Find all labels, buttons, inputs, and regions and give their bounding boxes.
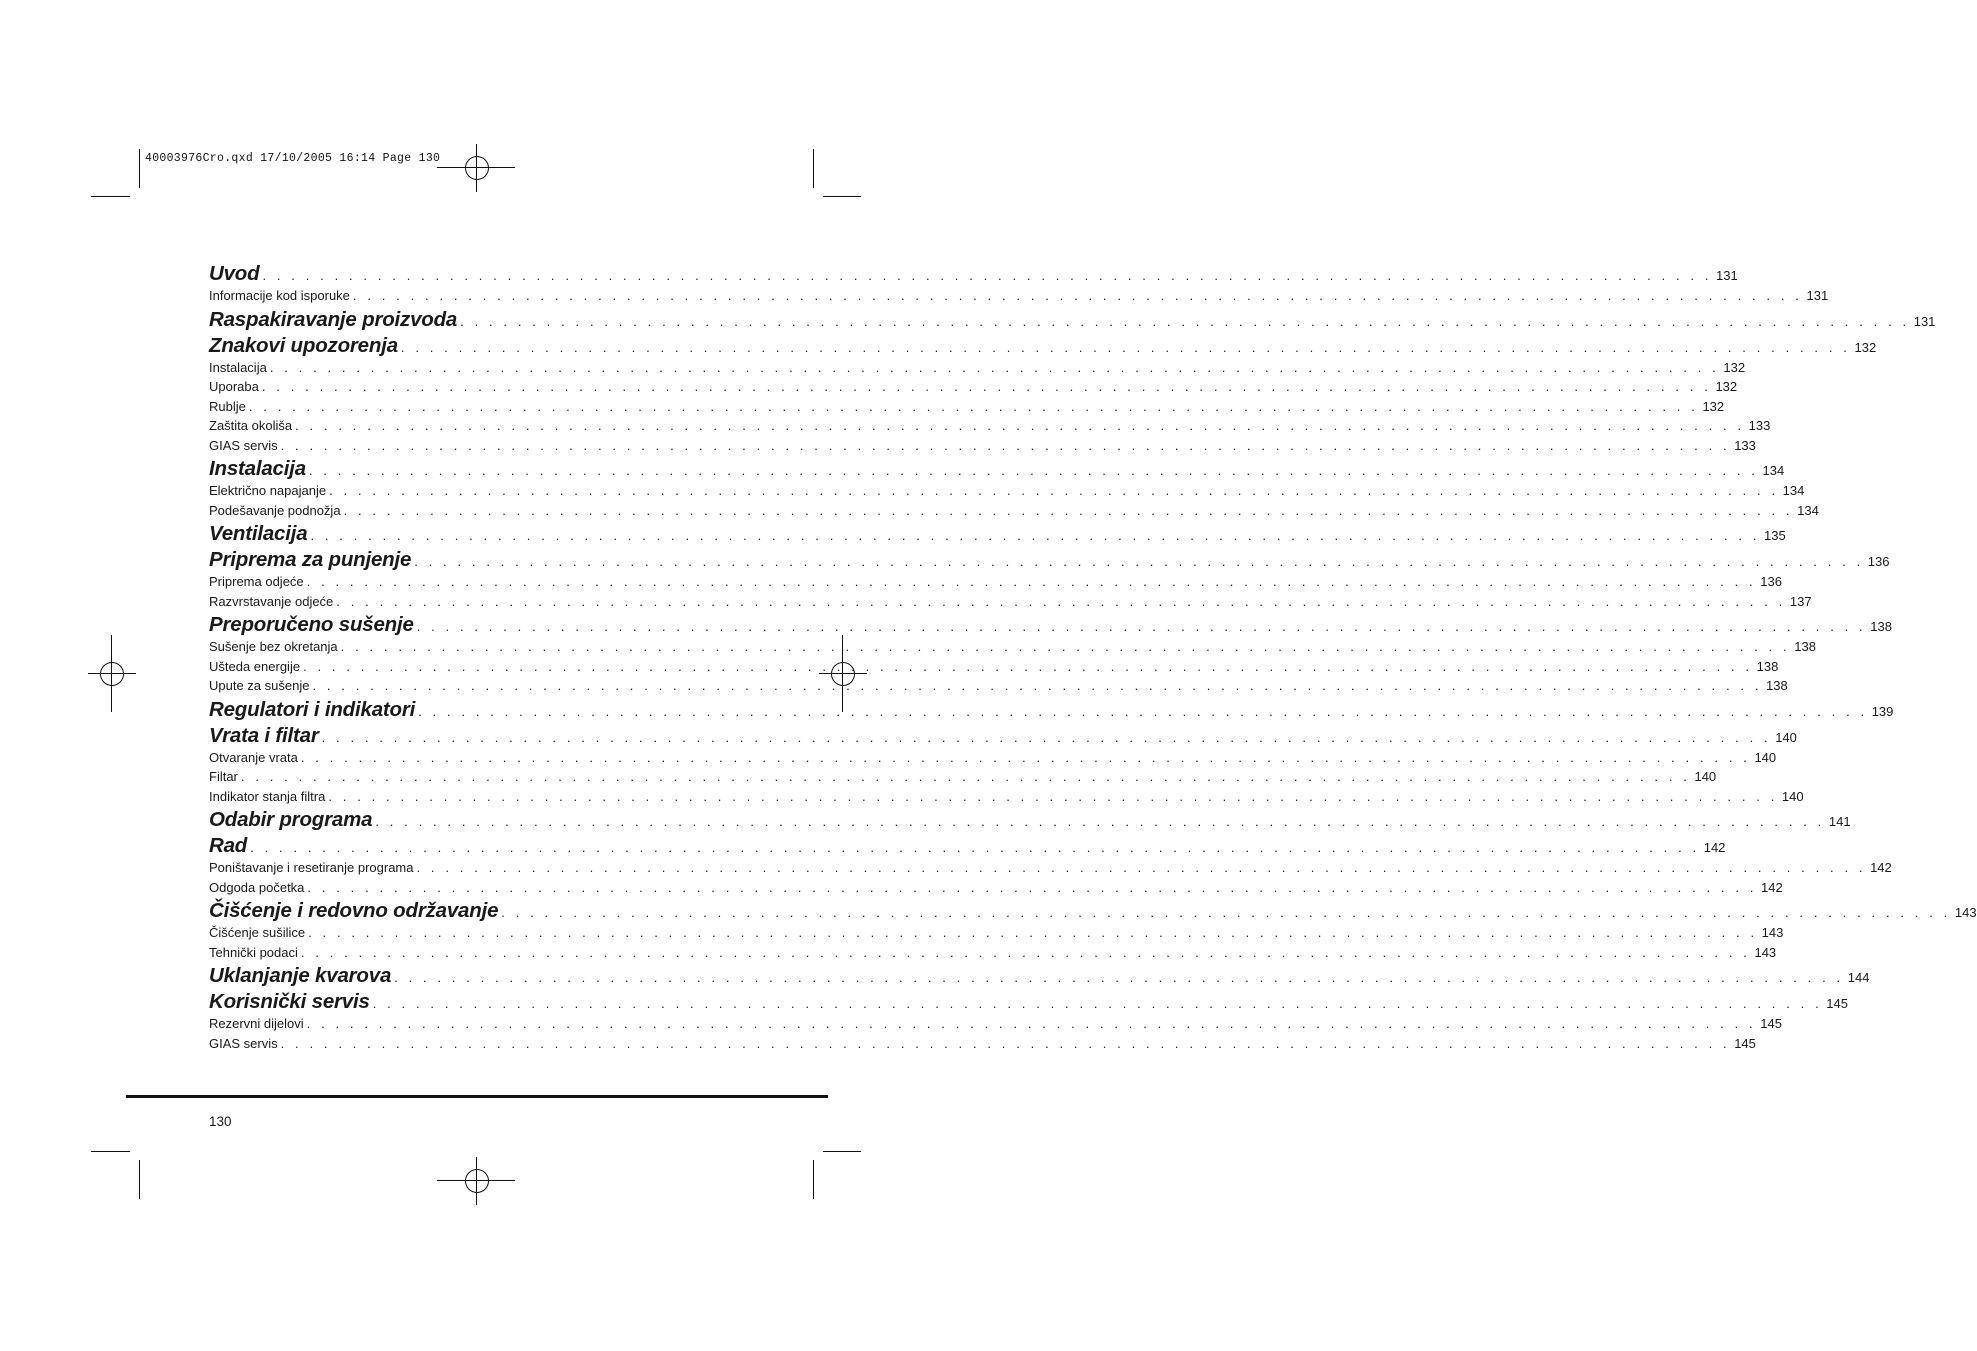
toc-entry-title: Električno napajanje xyxy=(209,483,327,498)
toc-entry-page: 143 xyxy=(1754,944,1777,960)
toc-subsection-entry[interactable] xyxy=(209,860,1892,880)
toc-leader-dots: . . . . . . . . . . . . . . . . . . . . . . . . . . . . . . . . . . . . . . . . . . . . . . . . . . . . . . . . . . . . . . . . . . . . . . . . . . . . . . . . . . . . . . . . . . . . . . . . . . . . . xyxy=(418,703,1868,719)
crop-mark xyxy=(139,149,140,188)
toc-subsection-entry[interactable] xyxy=(209,1016,1782,1036)
toc-section-entry[interactable] xyxy=(209,723,1797,750)
toc-subsection-entry[interactable] xyxy=(209,769,1717,789)
toc-subsection-entry[interactable] xyxy=(209,502,1819,523)
toc-entry-title: Rad xyxy=(209,834,248,857)
toc-entry-title: Znakovi upozorenja xyxy=(209,333,398,357)
toc-leader-dots: . . . . . . . . . . . . . . . . . . . . . . . . . . . . . . . . . . . . . . . . . . . . . . . . . . . . . . . . . . . . . . . . . . . . . . . . . . . . . . . . . . . . . . . . . . . . . . . . . . . . . xyxy=(308,463,1759,478)
toc-entry-title: Otvaranje vrata xyxy=(209,749,298,765)
toc-entry-page: 140 xyxy=(1694,769,1717,784)
toc-entry-page: 131 xyxy=(1913,313,1936,329)
toc-entry-page: 145 xyxy=(1760,1016,1782,1031)
toc-entry-title: Poništavanje i resetiranje programa xyxy=(209,860,414,875)
toc-leader-dots: . . . . . . . . . . . . . . . . . . . . . . . . . . . . . . . . . . . . . . . . . . . . . . . . . . . . . . . . . . . . . . . . . . . . . . . . . . . . . . . . . . . . . . . . . . . . . . . . . . . . . xyxy=(336,593,1786,609)
toc-entry-page: 138 xyxy=(1756,658,1779,674)
print-slug: 40003976Cro.qxd 17/10/2005 16:14 Page 130 xyxy=(145,152,441,165)
toc-entry-page: 138 xyxy=(1766,678,1788,693)
toc-subsection-entry[interactable] xyxy=(209,398,1725,419)
toc-entry-page: 131 xyxy=(1806,288,1829,303)
toc-leader-dots: . . . . . . . . . . . . . . . . . . . . . . . . . . . . . . . . . . . . . . . . . . . . . . . . . . . . . . . . . . . . . . . . . . . . . . . . . . . . . . . . . . . . . . . . . . . . . . . . . . . . . xyxy=(321,729,1772,745)
toc-leader-dots: . . . . . . . . . . . . . . . . . . . . . . . . . . . . . . . . . . . . . . . . . . . . . . . . . . . . . . . . . . . . . . . . . . . . . . . . . . . . . . . . . . . . . . . . . . . . . . . . . . . . . xyxy=(262,268,1713,283)
toc-section-entry[interactable] xyxy=(209,548,1890,574)
toc-section-entry[interactable] xyxy=(209,697,1894,724)
toc-subsection-entry[interactable] xyxy=(209,379,1738,399)
toc-leader-dots: . . . . . . . . . . . . . . . . . . . . . . . . . . . . . . . . . . . . . . . . . . . . . . . . . . . . . . . . . . . . . . . . . . . . . . . . . . . . . . . . . . . . . . . . . . . . . . . . . . . . . xyxy=(250,840,1700,855)
toc-entry-page: 141 xyxy=(1828,814,1851,829)
table-of-contents xyxy=(209,262,1977,1055)
toc-leader-dots: . . . . . . . . . . . . . . . . . . . . . . . . . . . . . . . . . . . . . . . . . . . . . . . . . . . . . . . . . . . . . . . . . . . . . . . . . . . . . . . . . . . . . . . . . . . . . . . . . . . . . xyxy=(240,769,1691,784)
toc-entry-title: Ventilacija xyxy=(209,522,308,545)
toc-subsection-entry[interactable] xyxy=(209,437,1756,458)
toc-entry-page: 131 xyxy=(1716,268,1738,283)
crop-mark xyxy=(139,1160,140,1199)
toc-section-entry[interactable] xyxy=(209,333,1877,360)
toc-entry-title: Vrata i filtar xyxy=(209,723,319,747)
toc-entry-title: Čišćenje sušilice xyxy=(209,925,306,940)
toc-entry-title: Sušenje bez okretanja xyxy=(209,639,338,654)
toc-leader-dots: . . . . . . . . . . . . . . . . . . . . . . . . . . . . . . . . . . . . . . . . . . . . . . . . . . . . . . . . . . . . . . . . . . . . . . . . . . . . . . . . . . . . . . . . . . . . . . . . . . . . . xyxy=(300,749,1751,765)
toc-subsection-entry[interactable] xyxy=(209,879,1783,900)
toc-entry-page: 132 xyxy=(1715,379,1738,394)
crop-mark xyxy=(823,1151,861,1152)
toc-entry-title: Čišćenje i redovno održavanje xyxy=(209,899,499,922)
toc-leader-dots: . . . . . . . . . . . . . . . . . . . . . . . . . . . . . . . . . . . . . . . . . . . . . . . . . . . . . . . . . . . . . . . . . . . . . . . . . . . . . . . . . . . . . . . . . . . . . . . . . . . . . xyxy=(416,860,1867,875)
toc-entry-page: 142 xyxy=(1870,860,1892,875)
toc-section-entry[interactable] xyxy=(209,808,1851,834)
toc-leader-dots: . . . . . . . . . . . . . . . . . . . . . . . . . . . . . . . . . . . . . . . . . . . . . . . . . . . . . . . . . . . . . . . . . . . . . . . . . . . . . . . . . . . . . . . . . . . . . . . . . . . . . xyxy=(303,658,1753,674)
toc-entry-title: Priprema za punjenje xyxy=(209,548,412,571)
toc-subsection-entry[interactable] xyxy=(209,418,1771,438)
toc-entry-page: 145 xyxy=(1826,996,1848,1011)
toc-subsection-entry[interactable] xyxy=(209,1035,1756,1056)
crop-mark xyxy=(813,149,814,188)
toc-leader-dots: . . . . . . . . . . . . . . . . . . . . . . . . . . . . . . . . . . . . . . . . . . . . . . . . . . . . . . . . . . . . . . . . . . . . . . . . . . . . . . . . . . . . . . . . . . . . . . . . . . . . . xyxy=(306,574,1757,589)
toc-entry-page: 134 xyxy=(1797,502,1819,518)
toc-entry-page: 132 xyxy=(1702,398,1725,414)
toc-section-entry[interactable] xyxy=(209,307,1936,334)
toc-entry-page: 142 xyxy=(1760,879,1783,895)
toc-subsection-entry[interactable] xyxy=(209,925,1784,945)
toc-entry-title: Regulatori i indikatori xyxy=(209,697,416,721)
toc-entry-page: 133 xyxy=(1734,437,1756,453)
toc-section-entry[interactable] xyxy=(209,262,1738,288)
toc-entry-title: Instalacija xyxy=(209,359,267,375)
toc-leader-dots: . . . . . . . . . . . . . . . . . . . . . . . . . . . . . . . . . . . . . . . . . . . . . . . . . . . . . . . . . . . . . . . . . . . . . . . . . . . . . . . . . . . . . . . . . . . . . . . . . . . . . xyxy=(372,996,1823,1011)
toc-leader-dots: . . . . . . . . . . . . . . . . . . . . . . . . . . . . . . . . . . . . . . . . . . . . . . . . . . . . . . . . . . . . . . . . . . . . . . . . . . . . . . . . . . . . . . . . . . . . . . . . . . . . . xyxy=(414,554,1864,569)
toc-entry-page: 134 xyxy=(1782,483,1805,498)
toc-entry-page: 138 xyxy=(1794,639,1816,654)
toc-entry-title: Upute za sušenje xyxy=(209,678,310,693)
toc-leader-dots: . . . . . . . . . . . . . . . . . . . . . . . . . . . . . . . . . . . . . . . . . . . . . . . . . . . . . . . . . . . . . . . . . . . . . . . . . . . . . . . . . . . . . . . . . . . . . . . . . . . . . xyxy=(280,437,1731,453)
toc-leader-dots: . . . . . . . . . . . . . . . . . . . . . . . . . . . . . . . . . . . . . . . . . . . . . . . . . . . . . . . . . . . . . . . . . . . . . . . . . . . . . . . . . . . . . . . . . . . . . . . . . . . . . xyxy=(501,905,1951,920)
toc-entry-title: Raspakiravanje proizvoda xyxy=(209,307,458,331)
footer-rule xyxy=(126,1095,828,1098)
crop-mark xyxy=(823,196,861,197)
toc-leader-dots: . . . . . . . . . . . . . . . . . . . . . . . . . . . . . . . . . . . . . . . . . . . . . . . . . . . . . . . . . . . . . . . . . . . . . . . . . . . . . . . . . . . . . . . . . . . . . . . . . . . . . xyxy=(307,879,1757,895)
toc-leader-dots: . . . . . . . . . . . . . . . . . . . . . . . . . . . . . . . . . . . . . . . . . . . . . . . . . . . . . . . . . . . . . . . . . . . . . . . . . . . . . . . . . . . . . . . . . . . . . . . . . . . . . xyxy=(248,398,1699,414)
toc-entry-title: Uklanjanje kvarova xyxy=(209,964,392,987)
toc-subsection-entry[interactable] xyxy=(209,788,1804,809)
toc-entry-page: 140 xyxy=(1781,788,1804,804)
toc-leader-dots: . . . . . . . . . . . . . . . . . . . . . . . . . . . . . . . . . . . . . . . . . . . . . . . . . . . . . . . . . . . . . . . . . . . . . . . . . . . . . . . . . . . . . . . . . . . . . . . . . . . . . xyxy=(400,339,1851,355)
toc-subsection-entry[interactable] xyxy=(209,678,1788,698)
toc-entry-page: 134 xyxy=(1762,463,1785,478)
toc-entry-page: 140 xyxy=(1754,749,1777,765)
toc-entry-title: Priprema odjeće xyxy=(209,574,304,589)
toc-entry-title: Podešavanje podnožja xyxy=(209,502,341,518)
toc-leader-dots: . . . . . . . . . . . . . . . . . . . . . . . . . . . . . . . . . . . . . . . . . . . . . . . . . . . . . . . . . . . . . . . . . . . . . . . . . . . . . . . . . . . . . . . . . . . . . . . . . . . . . xyxy=(328,788,1778,804)
toc-leader-dots: . . . . . . . . . . . . . . . . . . . . . . . . . . . . . . . . . . . . . . . . . . . . . . . . . . . . . . . . . . . . . . . . . . . . . . . . . . . . . . . . . . . . . . . . . . . . . . . . . . . . . xyxy=(329,483,1779,498)
toc-leader-dots: . . . . . . . . . . . . . . . . . . . . . . . . . . . . . . . . . . . . . . . . . . . . . . . . . . . . . . . . . . . . . . . . . . . . . . . . . . . . . . . . . . . . . . . . . . . . . . . . . . . . . xyxy=(308,925,1758,940)
toc-leader-dots: . . . . . . . . . . . . . . . . . . . . . . . . . . . . . . . . . . . . . . . . . . . . . . . . . . . . . . . . . . . . . . . . . . . . . . . . . . . . . . . . . . . . . . . . . . . . . . . . . . . . . xyxy=(394,970,1844,985)
toc-entry-title: GIAS servis xyxy=(209,1035,278,1051)
toc-section-entry[interactable] xyxy=(209,990,1848,1016)
toc-subsection-entry[interactable] xyxy=(209,593,1812,614)
toc-subsection-entry[interactable] xyxy=(209,944,1777,965)
toc-entry-page: 140 xyxy=(1775,729,1797,745)
toc-leader-dots: . . . . . . . . . . . . . . . . . . . . . . . . . . . . . . . . . . . . . . . . . . . . . . . . . . . . . . . . . . . . . . . . . . . . . . . . . . . . . . . . . . . . . . . . . . . . . . . . . . . . . xyxy=(280,1035,1731,1051)
toc-leader-dots: . . . . . . . . . . . . . . . . . . . . . . . . . . . . . . . . . . . . . . . . . . . . . . . . . . . . . . . . . . . . . . . . . . . . . . . . . . . . . . . . . . . . . . . . . . . . . . . . . . . . . xyxy=(310,528,1761,543)
registration-mark-icon xyxy=(465,156,489,180)
toc-entry-page: 139 xyxy=(1871,703,1894,719)
toc-entry-page: 135 xyxy=(1764,528,1786,543)
toc-entry-page: 132 xyxy=(1854,339,1877,355)
toc-section-entry[interactable] xyxy=(209,457,1785,483)
toc-entry-title: Instalacija xyxy=(209,457,306,480)
toc-entry-title: Korisnički servis xyxy=(209,990,370,1013)
toc-entry-title: Uporaba xyxy=(209,379,259,394)
crop-mark xyxy=(813,1160,814,1199)
toc-leader-dots: . . . . . . . . . . . . . . . . . . . . . . . . . . . . . . . . . . . . . . . . . . . . . . . . . . . . . . . . . . . . . . . . . . . . . . . . . . . . . . . . . . . . . . . . . . . . . . . . . . . . . xyxy=(340,639,1791,654)
toc-subsection-entry[interactable] xyxy=(209,574,1782,594)
toc-subsection-entry[interactable] xyxy=(209,639,1816,659)
toc-leader-dots: . . . . . . . . . . . . . . . . . . . . . . . . . . . . . . . . . . . . . . . . . . . . . . . . . . . . . . . . . . . . . . . . . . . . . . . . . . . . . . . . . . . . . . . . . . . . . . . . . . . . . xyxy=(343,502,1794,518)
toc-entry-title: Rezervni dijelovi xyxy=(209,1016,304,1031)
toc-leader-dots: . . . . . . . . . . . . . . . . . . . . . . . . . . . . . . . . . . . . . . . . . . . . . . . . . . . . . . . . . . . . . . . . . . . . . . . . . . . . . . . . . . . . . . . . . . . . . . . . . . . . . xyxy=(352,288,1803,303)
registration-mark-icon xyxy=(465,1169,489,1193)
toc-entry-title: Uvod xyxy=(209,262,260,285)
toc-entry-page: 145 xyxy=(1734,1035,1756,1051)
toc-section-entry[interactable] xyxy=(209,964,1870,990)
toc-leader-dots: . . . . . . . . . . . . . . . . . . . . . . . . . . . . . . . . . . . . . . . . . . . . . . . . . . . . . . . . . . . . . . . . . . . . . . . . . . . . . . . . . . . . . . . . . . . . . . . . . . . . . xyxy=(295,418,1745,433)
toc-entry-title: Odabir programa xyxy=(209,808,373,831)
toc-subsection-entry[interactable] xyxy=(209,749,1777,770)
toc-leader-dots: . . . . . . . . . . . . . . . . . . . . . . . . . . . . . . . . . . . . . . . . . . . . . . . . . . . . . . . . . . . . . . . . . . . . . . . . . . . . . . . . . . . . . . . . . . . . . . . . . . . . . xyxy=(306,1016,1757,1031)
toc-section-entry[interactable] xyxy=(209,613,1892,639)
toc-entry-title: Odgoda početka xyxy=(209,879,305,895)
toc-entry-title: Preporučeno sušenje xyxy=(209,613,414,636)
toc-entry-page: 144 xyxy=(1847,970,1870,985)
toc-leader-dots: . . . . . . . . . . . . . . . . . . . . . . . . . . . . . . . . . . . . . . . . . . . . . . . . . . . . . . . . . . . . . . . . . . . . . . . . . . . . . . . . . . . . . . . . . . . . . . . . . . . . . xyxy=(375,814,1825,829)
toc-entry-page: 142 xyxy=(1703,840,1726,855)
registration-mark-icon xyxy=(100,662,124,686)
toc-section-entry[interactable] xyxy=(209,834,1726,860)
toc-entry-page: 138 xyxy=(1870,619,1892,634)
toc-subsection-entry[interactable] xyxy=(209,658,1779,679)
toc-entry-page: 132 xyxy=(1723,359,1746,375)
toc-section-entry[interactable] xyxy=(209,522,1786,548)
toc-entry-title: Razvrstavanje odjeće xyxy=(209,593,334,609)
toc-leader-dots: . . . . . . . . . . . . . . . . . . . . . . . . . . . . . . . . . . . . . . . . . . . . . . . . . . . . . . . . . . . . . . . . . . . . . . . . . . . . . . . . . . . . . . . . . . . . . . . . . . . . . xyxy=(416,619,1867,634)
toc-entry-title: Informacije kod isporuke xyxy=(209,288,350,303)
toc-entry-title: Filtar xyxy=(209,769,238,784)
toc-entry-page: 143 xyxy=(1954,905,1977,920)
toc-entry-title: Rublje xyxy=(209,398,246,414)
page-number: 130 xyxy=(209,1114,232,1129)
toc-subsection-entry[interactable] xyxy=(209,359,1746,380)
toc-leader-dots: . . . . . . . . . . . . . . . . . . . . . . . . . . . . . . . . . . . . . . . . . . . . . . . . . . . . . . . . . . . . . . . . . . . . . . . . . . . . . . . . . . . . . . . . . . . . . . . . . . . . . xyxy=(460,313,1910,329)
toc-entry-title: Ušteda energije xyxy=(209,658,301,674)
toc-leader-dots: . . . . . . . . . . . . . . . . . . . . . . . . . . . . . . . . . . . . . . . . . . . . . . . . . . . . . . . . . . . . . . . . . . . . . . . . . . . . . . . . . . . . . . . . . . . . . . . . . . . . . xyxy=(269,359,1720,375)
toc-entry-page: 136 xyxy=(1760,574,1782,589)
toc-entry-title: Zaštita okoliša xyxy=(209,418,293,433)
toc-entry-page: 136 xyxy=(1867,554,1890,569)
toc-entry-page: 143 xyxy=(1761,925,1784,940)
toc-entry-title: GIAS servis xyxy=(209,437,278,453)
toc-section-entry[interactable] xyxy=(209,899,1977,925)
toc-leader-dots: . . . . . . . . . . . . . . . . . . . . . . . . . . . . . . . . . . . . . . . . . . . . . . . . . . . . . . . . . . . . . . . . . . . . . . . . . . . . . . . . . . . . . . . . . . . . . . . . . . . . . xyxy=(300,944,1751,960)
toc-leader-dots: . . . . . . . . . . . . . . . . . . . . . . . . . . . . . . . . . . . . . . . . . . . . . . . . . . . . . . . . . . . . . . . . . . . . . . . . . . . . . . . . . . . . . . . . . . . . . . . . . . . . . xyxy=(261,379,1712,394)
toc-entry-page: 137 xyxy=(1789,593,1812,609)
toc-entry-title: Tehnički podaci xyxy=(209,944,298,960)
crop-mark xyxy=(91,196,130,197)
toc-leader-dots: . . . . . . . . . . . . . . . . . . . . . . . . . . . . . . . . . . . . . . . . . . . . . . . . . . . . . . . . . . . . . . . . . . . . . . . . . . . . . . . . . . . . . . . . . . . . . . . . . . . . . xyxy=(312,678,1763,693)
toc-subsection-entry[interactable] xyxy=(209,288,1829,308)
toc-subsection-entry[interactable] xyxy=(209,483,1805,503)
toc-entry-page: 133 xyxy=(1748,418,1771,433)
crop-mark xyxy=(91,1151,130,1152)
toc-entry-title: Indikator stanja filtra xyxy=(209,788,326,804)
